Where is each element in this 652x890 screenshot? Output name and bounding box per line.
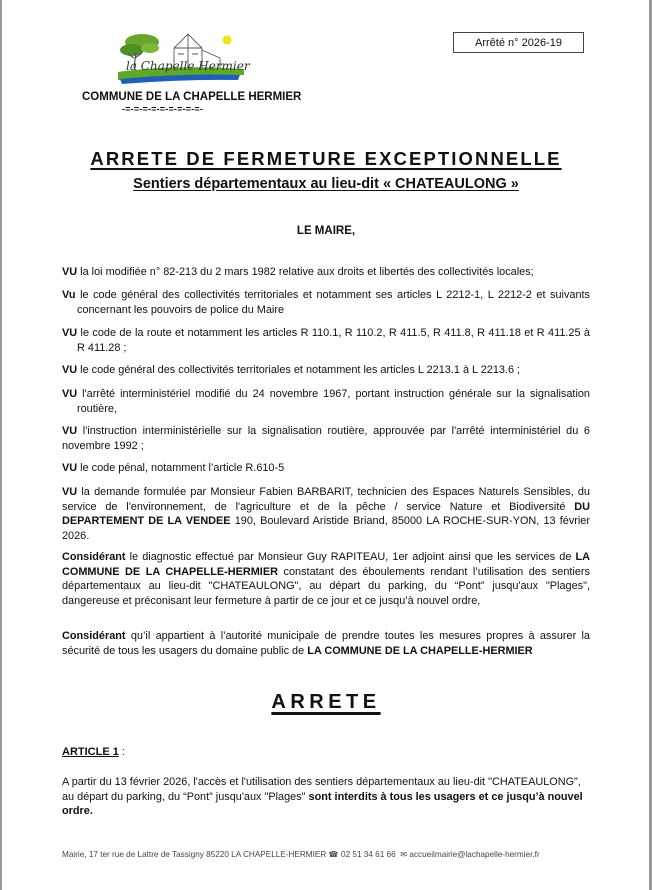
article-1-heading: [62, 746, 125, 758]
article-1-bold: sont interdits à tous les usagers et ce jusqu’à nouvel ordre.: [62, 790, 583, 818]
vu-text: l'instruction interministérielle sur la signalisation routière, approuvée par l'arrêté interministériel du 6 novembre 1992 ;: [62, 425, 590, 452]
considerant-lead: Considérant: [62, 551, 126, 563]
commune-separator: -=-=-=-=-=-=-=-=-=-: [122, 104, 204, 114]
article-1-suffix: :: [118, 746, 125, 758]
article-1-body: [62, 775, 590, 819]
article-1-label: ARTICLE 1: [62, 746, 119, 758]
considerant-text: le diagnostic effectué par Monsieur Guy RAPITEAU, 1er adjoint ainsi que les services de: [125, 551, 576, 563]
footer-email[interactable]: accueilmairie@lachapelle-hermier.fr: [409, 850, 540, 859]
vu-lead: VU: [62, 364, 78, 376]
vu-text: le code général des collectivités territoriales et notamment ses articles L 2212-1, L 2212-2 et suivants concernant les pouvoirs de police du Maire: [75, 289, 590, 316]
page-edge-left: [0, 0, 2, 890]
vu-paragraph: [62, 461, 590, 476]
arrete-heading: ARRETE: [271, 691, 381, 713]
article-1-text: A partir du 13 février 2026, l'accès et l'utilisation des sentiers départementaux au lieu-dit "CHATEAULONG", au départ du parking, du “Pont” jusqu'aux "Plages": [62, 776, 581, 803]
logo-sun: [223, 36, 232, 45]
considerant-text: qu’il appartient à l’autorité municipale de prendre toutes les mesures propres à assurer la sécurité de tous les usagers du domaine public de: [62, 630, 590, 657]
demande-text: la demande formulée par Monsieur Fabien BARBARIT, technicien des Espaces Naturels Sensibles, du service de l'environnement, de l'agriculture et de la pêche / service Nature et Biodiversité: [62, 486, 590, 513]
commune-logo: [112, 28, 252, 86]
footer-phone: 02 51 34 61 66: [341, 850, 396, 859]
vu-text: l'arrêté interministériel modifié du 24 novembre 1967, portant instruction générale sur la signalisation routière,: [77, 388, 590, 415]
vu-paragraph: [62, 363, 590, 378]
considerant-text: constatant des éboulements rendant l’utilisation des sentiers départementaux au lieu-dit "CHATEAULONG", au départ du parking, du “Pont” jusqu'aux "Plages", dangereuse et préconisant leur fermeture à partir de ce jour et ce jusqu’à nouvel ordre,: [62, 565, 590, 607]
vu-paragraph: [62, 288, 590, 317]
arrete-reference: Arrêté n° 2026-19: [453, 32, 584, 53]
le-maire-heading: LE MAIRE,: [296, 225, 356, 237]
vu-lead: VU: [62, 388, 78, 400]
considerant-paragraph: [62, 629, 590, 658]
commune-name: COMMUNE DE LA CHAPELLE HERMIER: [82, 91, 302, 103]
vu-lead: VU: [62, 266, 78, 278]
considerant-paragraph: [62, 550, 590, 608]
vu-paragraph: [62, 265, 590, 280]
vu-lead: Vu: [62, 289, 76, 301]
footer-address: Mairie, 17 ter rue de Lattre de Tassigny 85220 LA CHAPELLE-HERMIER: [62, 850, 327, 859]
vu-demande-paragraph: [62, 485, 590, 543]
vu-lead: VU: [62, 462, 78, 474]
vu-paragraph: [62, 424, 590, 453]
vu-text: la loi modifiée n° 82-213 du 2 mars 1982 relative aux droits et libertés des collectivités locales;: [77, 266, 534, 278]
vu-text: le code pénal, notamment l’article R.610-5: [77, 462, 285, 474]
considerant-lead: Considérant: [62, 630, 126, 642]
considerant-bold: LA COMMUNE DE LA CHAPELLE-HERMIER: [62, 551, 590, 578]
demande-bold: DU DEPARTEMENT DE LA VENDEE: [62, 500, 590, 528]
vu-text: le code général des collectivités territoriales et notamment les articles L 2213.1 à L 2213.6 ;: [77, 364, 521, 376]
considerant-bold: LA COMMUNE DE LA CHAPELLE-HERMIER: [307, 644, 533, 657]
vu-paragraph: [62, 326, 590, 355]
demande-text: 190, Boulevard Aristide Briand, 85000 LA ROCHE-SUR-YON, 13 février 2026.: [62, 515, 590, 542]
vu-lead: VU: [62, 486, 78, 498]
footer-contact: [62, 849, 540, 859]
document-subtitle: Sentiers départementaux au lieu-dit « CHATEAULONG »: [133, 176, 519, 192]
svg-text:la Chapelle Hermier: la Chapelle Hermier: [126, 59, 250, 73]
vu-paragraph: [62, 387, 590, 416]
phone-icon: ☎: [328, 850, 339, 859]
vu-lead: VU: [62, 425, 78, 437]
envelope-icon: ✉: [400, 850, 408, 859]
document-title: ARRETE DE FERMETURE EXCEPTIONNELLE: [90, 148, 562, 169]
vu-text: le code de la route et notamment les articles R 110.1, R 110.2, R 411.5, R 411.8, R 411.18 et R 411.25 à R 411.28 ;: [77, 327, 590, 354]
vu-lead: VU: [62, 327, 78, 339]
